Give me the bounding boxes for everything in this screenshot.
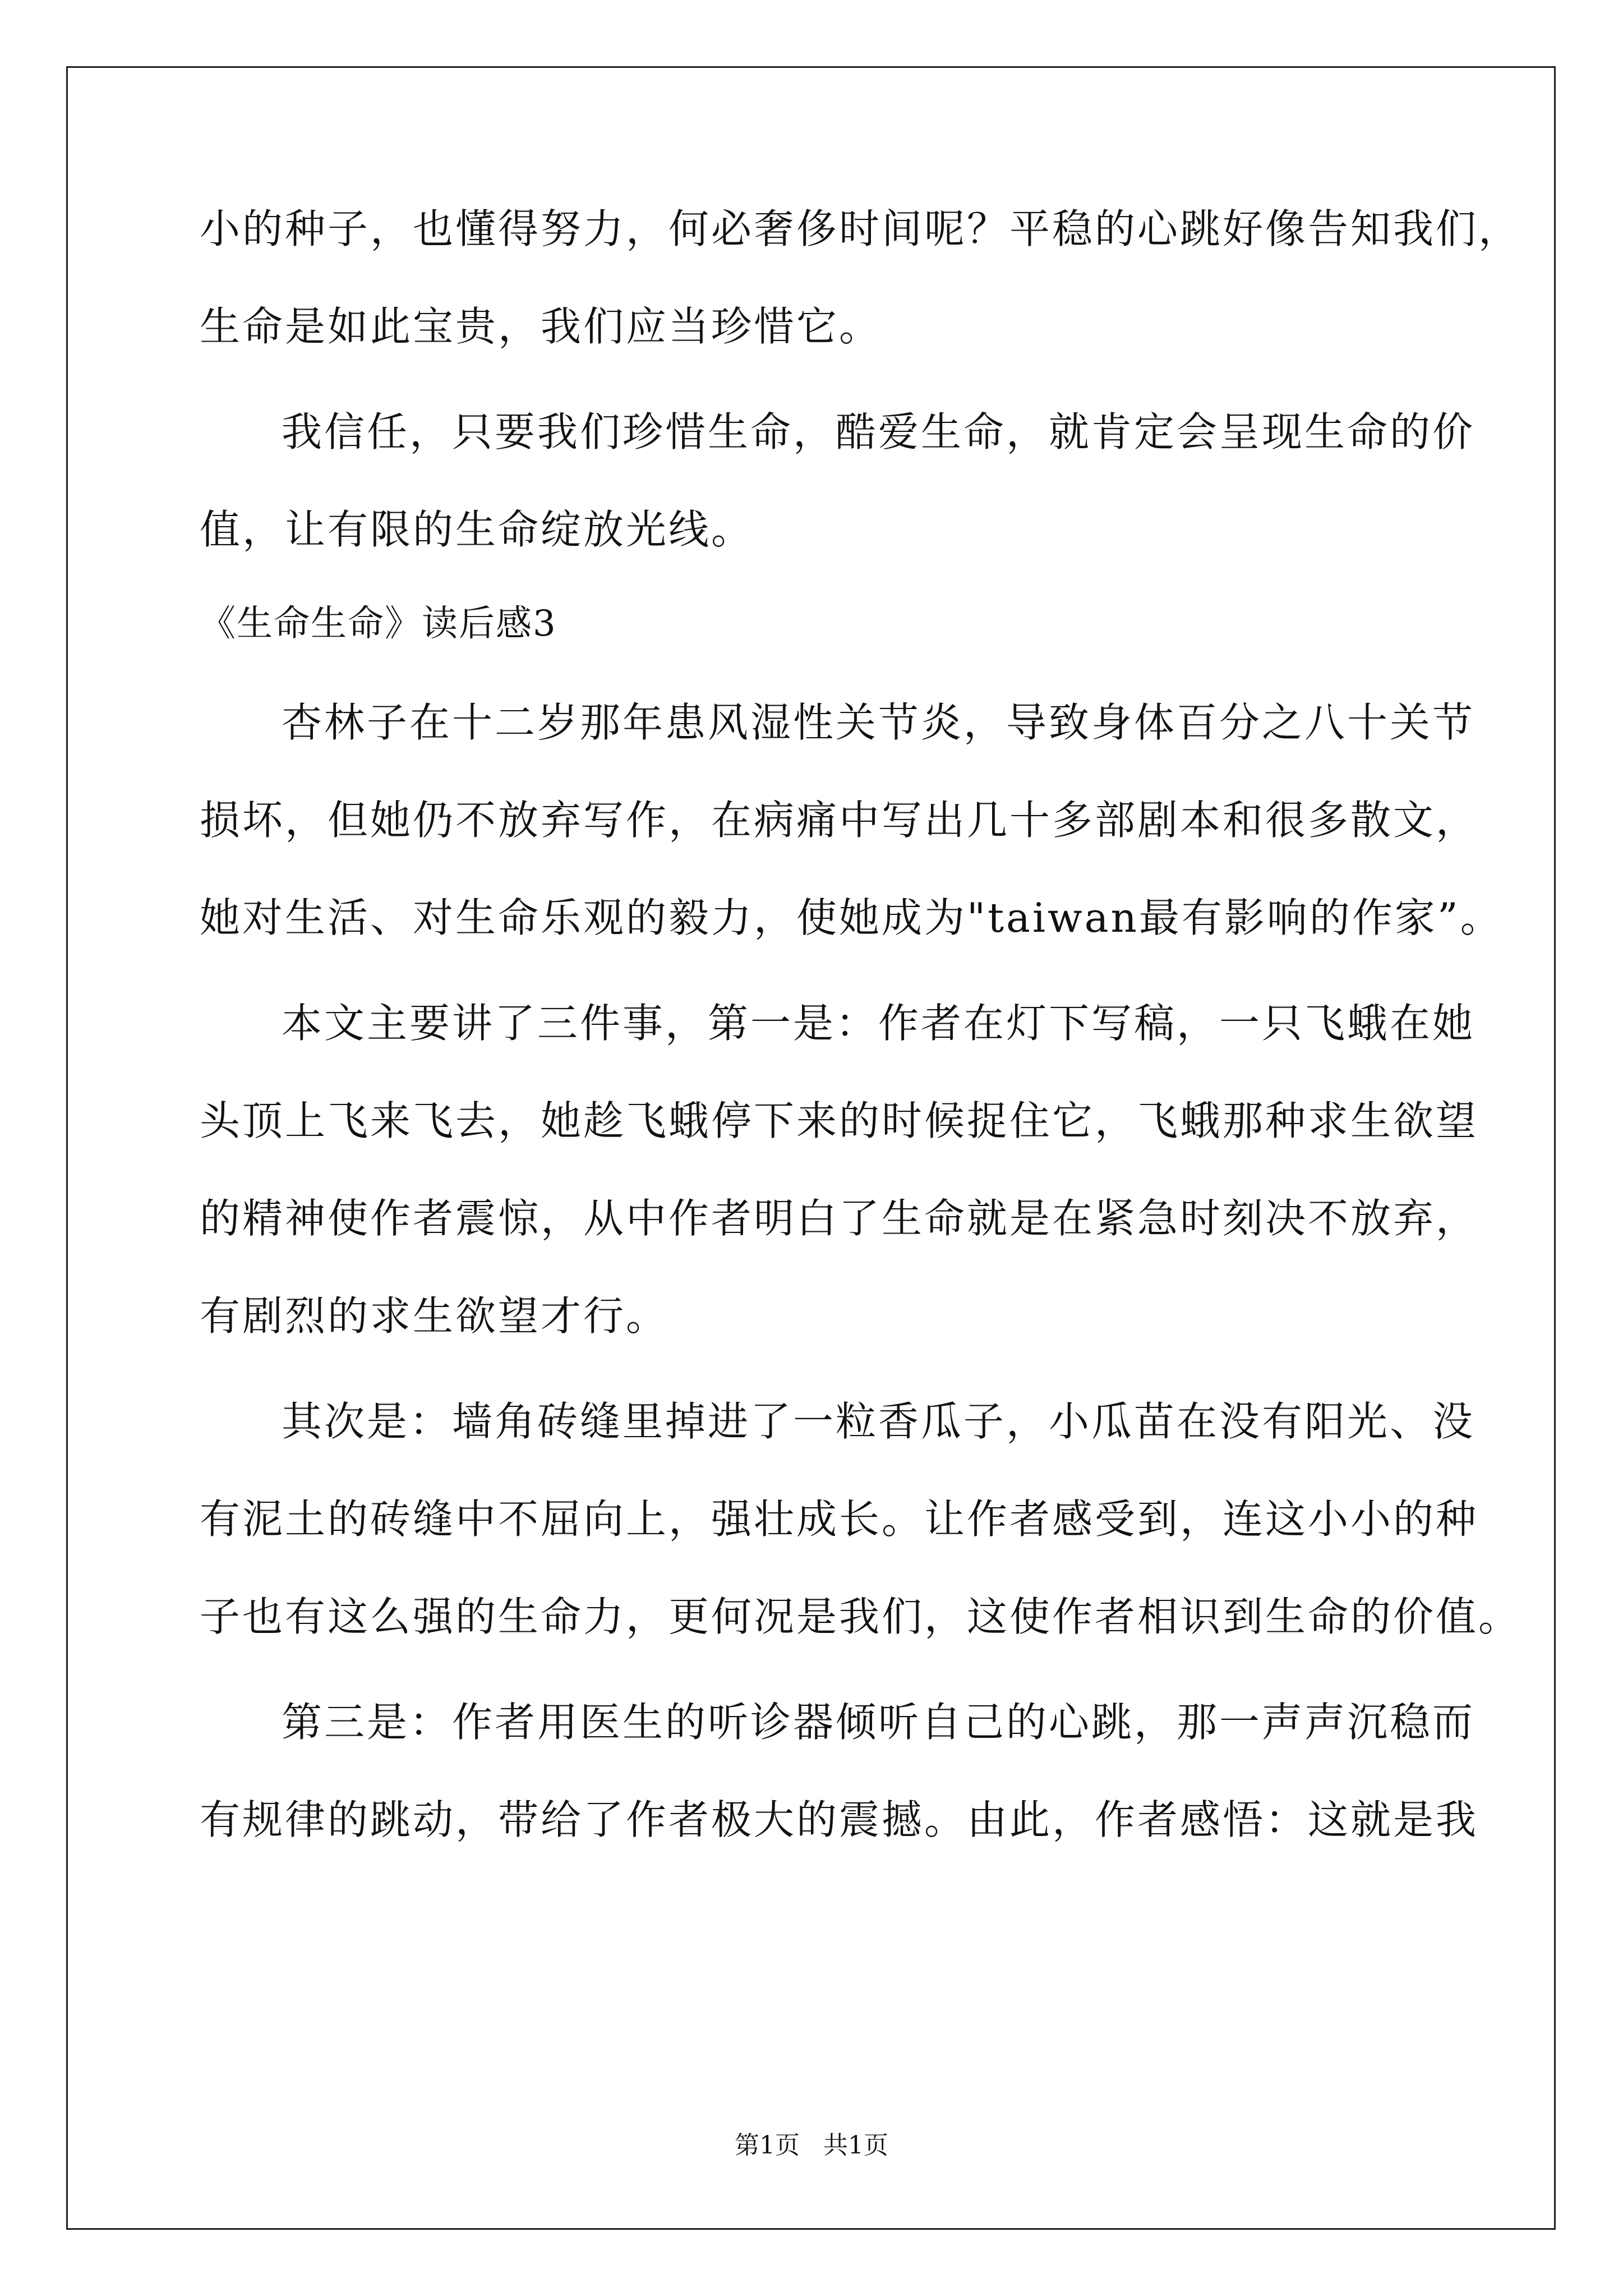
text-line: 有规律的跳动，带给了作者极大的震撼。由此，作者感悟：这就是我 — [200, 1796, 1479, 1843]
page-footer: 第1页 共1页 — [735, 2131, 888, 2160]
text-line: 头顶上飞来飞去，她趁飞蛾停下来的时候捉住它，飞蛾那种求生欲望 — [200, 1097, 1479, 1144]
text-line: 其次是：墙角砖缝里掉进了一粒香瓜子，小瓜苗在没有阳光、没 — [282, 1398, 1476, 1445]
text-line: 本文主要讲了三件事，第一是：作者在灯下写稿，一只飞蛾在她 — [282, 1000, 1476, 1047]
text-line: 有剧烈的求生欲望才行。 — [200, 1292, 669, 1340]
text-line: 值，让有限的生命绽放光线。 — [200, 506, 754, 553]
text-line: 第三是：作者用医生的听诊器倾听自己的心跳，那一声声沉稳而 — [282, 1699, 1476, 1746]
text-line: 有泥土的砖缝中不屈向上，强壮成长。让作者感受到，连这小小的种 — [200, 1496, 1479, 1543]
text-line: 生命是如此宝贵，我们应当珍惜它。 — [200, 303, 882, 350]
text-line: 杏林子在十二岁那年患风湿性关节炎，导致身体百分之八十关节 — [282, 699, 1476, 746]
text-line: 子也有这么强的生命力，更何况是我们，这使作者相识到生命的价值。 — [200, 1593, 1521, 1640]
text-line: 她对生活、对生命乐观的毅力，使她成为"taiwan最有影响的作家”。 — [200, 894, 1503, 941]
section-heading: 《生命生命》读后感3 — [200, 603, 557, 645]
text-line: 的精神使作者震惊，从中作者明白了生命就是在紧急时刻决不放弃， — [200, 1195, 1479, 1242]
text-line: 损坏，但她仍不放弃写作，在病痛中写出几十多部剧本和很多散文， — [200, 797, 1479, 844]
text-line: 小的种子，也懂得努力，何必奢侈时间呢？平稳的心跳好像告知我们， — [200, 205, 1521, 252]
text-line: 我信任，只要我们珍惜生命，酷爱生命，就肯定会呈现生命的价 — [282, 408, 1476, 455]
